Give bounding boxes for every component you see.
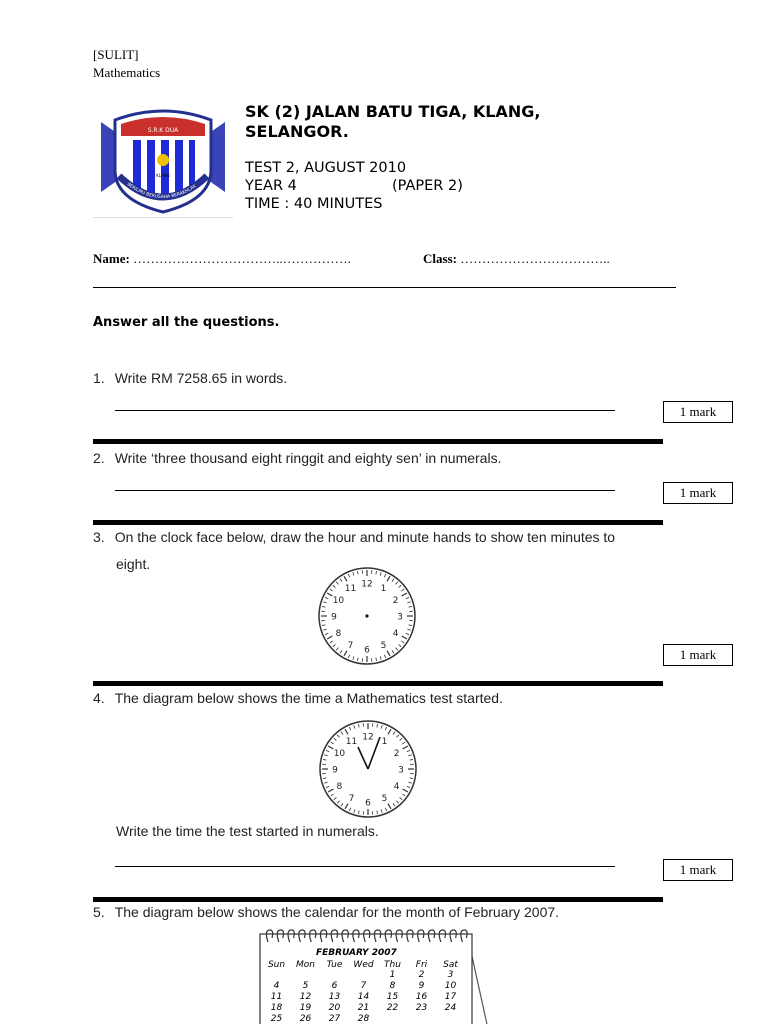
question-number: 1. <box>93 370 105 386</box>
calendar-date-cell: 3 <box>447 970 454 980</box>
calendar-date-cell: 27 <box>328 1014 341 1024</box>
calendar-date-cell: 16 <box>415 992 428 1002</box>
clock-number: 7 <box>347 641 354 652</box>
calendar-diagram <box>246 928 496 1024</box>
clock-number: 2 <box>393 749 400 759</box>
calendar-date-cell: 4 <box>273 981 280 991</box>
calendar-date-cell: 28 <box>357 1014 370 1024</box>
school-crest-icon <box>93 100 233 216</box>
year-label: YEAR 4 <box>245 178 297 194</box>
class-field[interactable]: …………………………….. <box>460 251 610 266</box>
name-label: Name: <box>93 251 130 266</box>
clock-number: 11 <box>344 583 357 594</box>
calendar-date-cell: 26 <box>299 1014 312 1024</box>
question-text: Write ‘three thousand eight ringgit and eighty sen’ in numerals. <box>114 450 502 466</box>
calendar-date-cell: 12 <box>299 992 312 1002</box>
calendar-date-cell: 25 <box>270 1014 283 1024</box>
clock-number: 10 <box>333 749 346 759</box>
mark-box-3: 1 mark <box>663 644 733 666</box>
clock-number: 1 <box>381 736 388 747</box>
calendar-date-cell: 13 <box>328 992 341 1002</box>
sulit-label: [SULIT] <box>93 47 139 62</box>
header-divider <box>93 287 676 288</box>
school-name-line1: SK (2) JALAN BATU TIGA, KLANG, <box>245 102 541 121</box>
name-field[interactable]: ……………………………..……………. <box>133 251 351 266</box>
question-3: 3. On the clock face below, draw the hour and minute hands to show ten minutes to <box>93 529 616 545</box>
class-row <box>423 251 610 267</box>
calendar-date-cell: 10 <box>444 981 457 991</box>
clock-number: 3 <box>398 765 404 776</box>
question-4-cont: Write the time the test started in numerals. <box>116 823 379 839</box>
logo-bottom-text: BERILMU BERUSAHA BERAKHLAK <box>125 182 198 201</box>
calendar-day-header: Wed <box>353 960 374 970</box>
calendar-date-cell: 8 <box>389 981 396 991</box>
clock-number: 6 <box>364 645 370 656</box>
calendar-date-cell: 1 <box>389 970 396 980</box>
clock-number: 1 <box>380 583 387 594</box>
calendar-date-cell <box>320 970 349 981</box>
logo-mid-text: KLANG <box>156 173 170 178</box>
question-1 <box>93 369 287 387</box>
test-title: TEST 2, AUGUST 2010 <box>245 160 407 176</box>
clock-center-dot <box>365 614 368 617</box>
clock-number: 2 <box>392 596 399 606</box>
calendar-week-row <box>262 1003 465 1014</box>
clock-number: 4 <box>393 782 400 792</box>
mark-box-2: 1 mark <box>663 482 733 504</box>
clock-number: 8 <box>335 629 342 639</box>
calendar-week-row <box>262 1014 465 1024</box>
calendar-date-cell: 6 <box>331 981 338 991</box>
calendar-date-cell <box>291 970 320 981</box>
subject-label: Mathematics <box>93 65 161 80</box>
calendar-date-cell <box>349 970 378 981</box>
clock-number: 6 <box>365 798 371 809</box>
section-divider <box>93 681 663 686</box>
clock-number: 11 <box>345 736 358 747</box>
calendar-date-cell <box>436 1014 465 1024</box>
calendar-date-cell: 20 <box>328 1003 341 1013</box>
class-label: Class: <box>423 251 457 266</box>
clock-number: 5 <box>381 794 388 805</box>
answer-line-1[interactable] <box>115 410 615 411</box>
question-text: Write RM 7258.65 in words. <box>114 370 288 386</box>
question-text: On the clock face below, draw the hour and minute hands to show ten minutes to <box>114 529 616 545</box>
calendar-day-header: Tue <box>326 960 343 970</box>
clock-number: 8 <box>336 782 343 792</box>
question-3-cont: eight. <box>116 556 151 572</box>
section-divider <box>93 439 663 444</box>
paper-label: (PAPER 2) <box>392 178 463 194</box>
clock-number: 7 <box>348 794 355 805</box>
calendar-date-cell <box>407 1014 436 1024</box>
calendar-date-cell: 22 <box>386 1003 399 1013</box>
clock-number: 12 <box>361 579 373 590</box>
blank-clock-face[interactable] <box>315 565 419 667</box>
calendar-date-cell: 15 <box>386 992 399 1002</box>
clock-number: 5 <box>380 641 387 652</box>
question-4: 4. The diagram below shows the time a Mathematics test started. <box>93 690 503 706</box>
calendar-date-cell: 5 <box>302 981 309 991</box>
calendar-date-cell: 2 <box>418 970 425 980</box>
time-label: TIME : 40 MINUTES <box>245 196 383 212</box>
calendar-date-cell: 7 <box>360 981 367 991</box>
section-divider <box>93 520 663 525</box>
calendar-title: FEBRUARY 2007 <box>316 948 397 958</box>
calendar-day-header: Sun <box>267 960 286 970</box>
test-start-clock <box>316 718 420 820</box>
clock-number: 10 <box>332 596 345 606</box>
calendar-week-row <box>262 970 465 981</box>
question-5: 5. The diagram below shows the calendar for the month of February 2007. <box>93 904 560 920</box>
calendar-date-cell: 18 <box>270 1003 283 1013</box>
clock-number: 9 <box>332 765 338 776</box>
calendar-date-cell: 21 <box>357 1003 370 1013</box>
school-logo <box>93 100 233 218</box>
answer-line-2[interactable] <box>115 490 615 491</box>
clock-number: 12 <box>362 732 374 743</box>
calendar-date-cell: 9 <box>418 981 425 991</box>
question-text: The diagram below shows the time a Mathematics test started. <box>114 690 503 706</box>
mark-box-4: 1 mark <box>663 859 733 881</box>
calendar-day-header: Mon <box>296 960 315 970</box>
calendar-date-cell: 17 <box>444 992 457 1002</box>
clock-number: 4 <box>392 629 399 639</box>
calendar-day-header: Thu <box>384 960 401 970</box>
name-row <box>93 251 351 267</box>
calendar-date-cell: 24 <box>444 1003 457 1013</box>
school-name-line2: SELANGOR. <box>245 122 349 141</box>
calendar-date-cell: 11 <box>270 992 283 1002</box>
question-text: The diagram below shows the calendar for the month of February 2007. <box>114 904 560 920</box>
calendar-week-row <box>262 981 465 992</box>
calendar-date-cell: 19 <box>299 1003 312 1013</box>
logo-top-text: S.R.K DUA <box>147 127 179 134</box>
clock-number: 9 <box>331 612 337 623</box>
calendar-table <box>262 960 465 1024</box>
section-divider <box>93 897 663 902</box>
clock-number: 3 <box>397 612 403 623</box>
calendar-date-cell: 23 <box>415 1003 428 1013</box>
calendar-day-header: Sat <box>443 960 458 970</box>
calendar-date-cell: 14 <box>357 992 370 1002</box>
calendar-date-cell <box>262 970 291 981</box>
calendar-date-cell <box>378 1014 407 1024</box>
instruction-text: Answer all the questions. <box>93 315 280 330</box>
answer-line-4[interactable] <box>115 866 615 867</box>
mark-box-1: 1 mark <box>663 401 733 423</box>
question-2: 2. Write ‘three thousand eight ringgit and eighty sen’ in numerals. <box>93 450 502 466</box>
calendar-day-header: Fri <box>415 960 428 970</box>
calendar-week-row <box>262 992 465 1003</box>
